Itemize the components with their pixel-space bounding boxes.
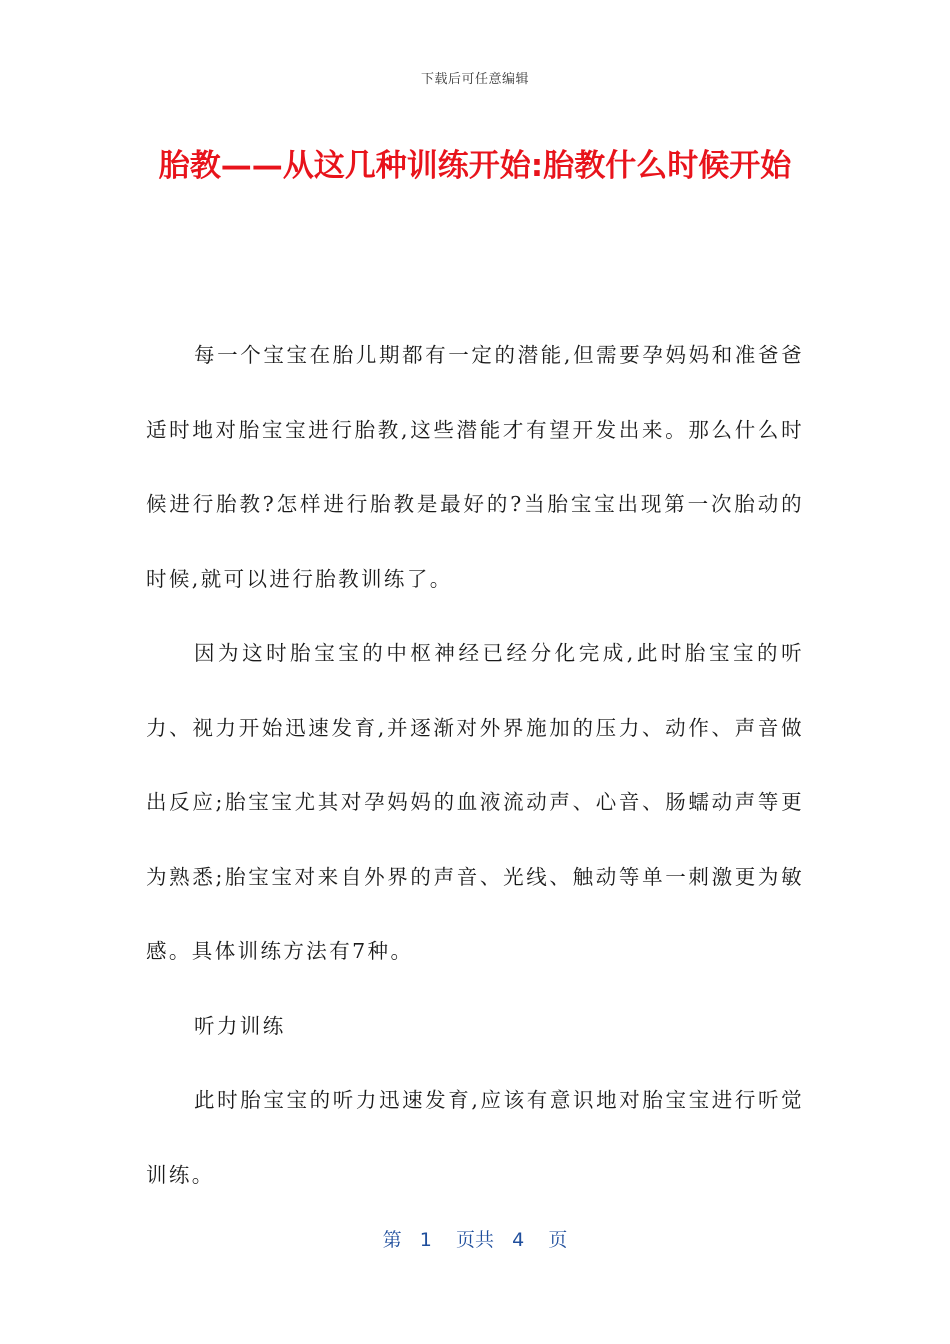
footer-middle: 页共 — [455, 1229, 494, 1251]
document-title: 胎教——从这几种训练开始:胎教什么时候开始 — [158, 148, 792, 184]
paragraph-hearing: 此时胎宝宝的听力迅速发育,应该有意识地对胎宝宝进行听觉训练。 — [146, 1088, 804, 1187]
footer-total-pages: 4 — [512, 1229, 525, 1251]
footer-prefix: 第 — [382, 1229, 402, 1251]
footer-current-page: 1 — [419, 1229, 432, 1251]
section-heading-hearing: 听力训练 — [194, 1013, 286, 1038]
paragraph-reason: 因为这时胎宝宝的中枢神经已经分化完成,此时胎宝宝的听力、视力开始迅速发育,并逐渐对外界施加的压力、动作、声音做出反应;胎宝宝尤其对孕妈妈的血液流动声、心音、肠蠕动声等更为熟悉;胎宝宝对来自外界的声音、光线、触动等单一刺激更为敏感。具体训练方法有7种。 — [146, 641, 804, 963]
header-note: 下载后可任意编辑 — [420, 72, 529, 87]
paragraph-intro: 每一个宝宝在胎儿期都有一定的潜能,但需要孕妈妈和准爸爸适时地对胎宝宝进行胎教,这些潜能才有望开发出来。那么什么时候进行胎教?怎样进行胎教是最好的?当胎宝宝出现第一次胎动的时候,就可以进行胎教训练了。 — [146, 343, 804, 591]
footer-suffix: 页 — [548, 1229, 568, 1251]
document-body — [146, 318, 804, 1212]
page-footer — [0, 1225, 950, 1252]
